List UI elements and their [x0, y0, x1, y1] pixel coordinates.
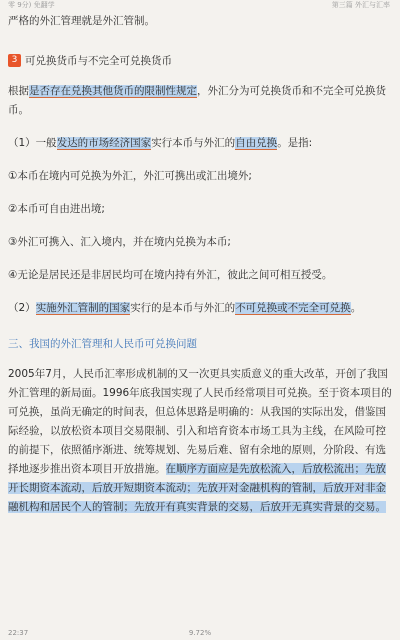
reading-progress: 9.72%: [188, 629, 212, 637]
item2-text-a: （2）: [8, 302, 36, 314]
para2-highlight[interactable]: 在顺序方面应是先放松流入，后放松流出；先放开长期资本流动，后放开短期资本流动；先放开对金融机构的管制，后放开对非金融机构和居民个人的管制；先放开有真实背景的交易，后放开无真实背景的交易。: [8, 463, 386, 513]
item2-highlight-1[interactable]: 实施外汇管制的国家: [35, 302, 131, 314]
paragraph-1: [8, 82, 392, 120]
item1-highlight-1[interactable]: 发达的市场经济国家: [56, 137, 152, 149]
item2-text-b: 实行的是本币与外汇的: [130, 302, 236, 314]
reader-page: [8, 12, 392, 517]
item-1: [8, 134, 392, 153]
paragraph-2: [8, 365, 392, 517]
sub-item-4: ④无论是居民还是非居民均可在境内持有外汇，彼此之间可相互授受。: [8, 269, 333, 281]
item1-text-b: 实行本币与外汇的: [151, 137, 236, 149]
section-3-title: 可兑换货币与不完全可兑换货币: [25, 55, 172, 67]
item1-highlight-2[interactable]: 自由兑换: [235, 137, 278, 149]
sub-item-1: ①本币在境内可兑换为外汇，外汇可携出或汇出境外;: [8, 170, 252, 182]
item1-text-c: 。是指:: [277, 137, 313, 149]
status-right: 第三篇 外汇与汇率: [331, 1, 390, 9]
item-2: [8, 299, 392, 318]
para2-text: 2005年7月，人民币汇率形成机制的又一次更具实质意义的重大改革，开创了我国外汇管理的新局面。1996年底我国实现了人民币经常项目可兑换。至于资本项目的可兑换，虽尚无确定的时间表，但总体思路是明确的：从我国的实际出发，借鉴国际经验，以放松资本项目交易限制、引入和培育资本市场工具为主线，在风险可控的前提下，依照循序渐进、统筹规划、先易后难、留有余地的原则，分阶段、有选择地逐步推出资本项目开放措施。: [8, 368, 392, 475]
sub-item-3: ③外汇可携入、汇入境内，并在境内兑换为本币;: [8, 236, 231, 248]
item2-highlight-2[interactable]: 不可兑换或不完全可兑换: [235, 302, 351, 314]
para1-text-a: 根据: [8, 85, 29, 97]
sub-item-2: ②本币可自由进出境;: [8, 203, 105, 215]
status-left: 零 9分) 免翻学: [8, 1, 55, 9]
item2-text-c: 。: [350, 302, 362, 314]
section-3-heading: [8, 53, 392, 68]
para1-text-b: ，外汇分为可兑换货币和不完全可兑换货币。: [8, 85, 386, 116]
para1-highlight[interactable]: 是否存在兑换其他货币的限制性规定: [29, 85, 197, 97]
top-line: 严格的外汇管理就是外汇管制。: [8, 15, 155, 27]
clock-time: 22:37: [8, 629, 29, 637]
section-three-title: 三、我国的外汇管理和人民币可兑换问题: [8, 338, 197, 350]
item1-text-a: （1）一般: [8, 137, 57, 149]
section-number-badge: 3: [8, 54, 21, 67]
status-bar: [0, 0, 400, 10]
bottom-status-bar: [0, 626, 400, 640]
